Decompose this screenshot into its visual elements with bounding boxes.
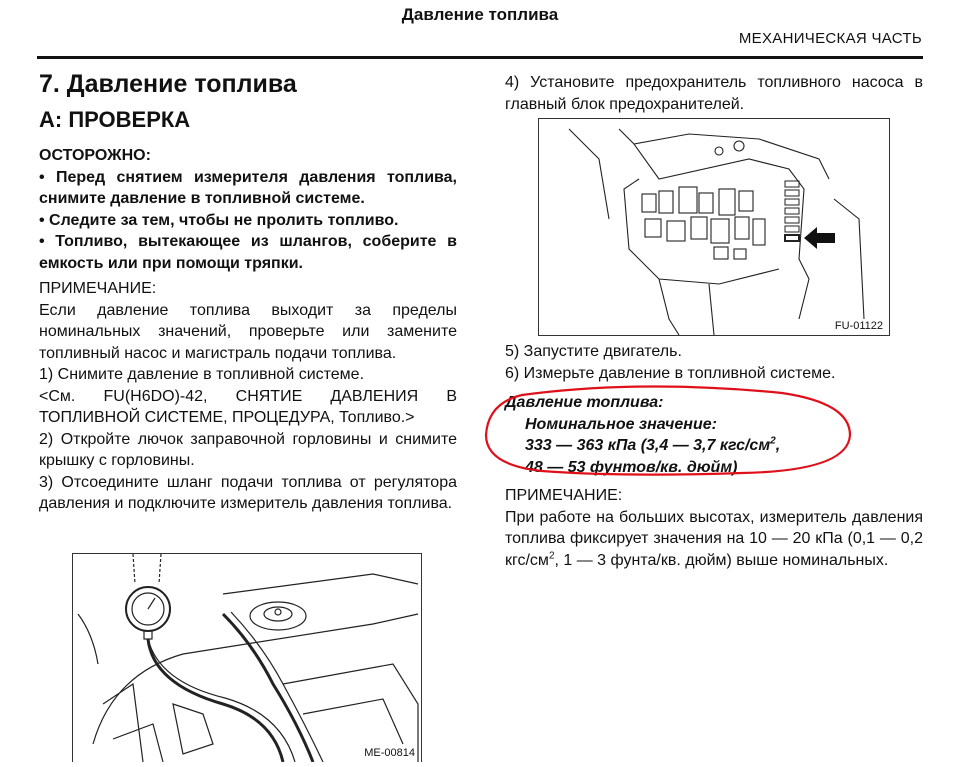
section-heading: 7. Давление топлива [39,70,297,98]
caution-item: • Перед снятием измерителя давления топлива, снимите давление в топливной системе. [39,168,457,207]
fuel-gauge-figure [72,553,422,762]
fuse-box-figure [538,118,890,336]
spec-subtitle: Номинальное значение: [525,415,717,433]
spec-value-text: 333 — 363 кПа (3,4 — 3,7 кгс/см [525,437,771,454]
step-6: 6) Измерьте давление в топливной системе. [505,364,836,382]
caution-item: • Следите за тем, чтобы не пролить топливо. [39,211,399,229]
caution-heading: ОСТОРОЖНО: [39,147,151,164]
left-column [39,145,457,515]
step-3: 3) Отсоедините шланг подачи топлива от регулятора давления и подключите измеритель давления топлива. [39,473,457,512]
hand-drawn-highlight [482,385,854,479]
note-text-part: При работе на больших высотах, измеритель давления топлива фиксирует значения на 10 — 20 кПа (0,1 — 0,2 кгс/см [505,508,923,569]
fuse-box-illustration [539,119,889,335]
caution-item: • Топливо, вытекающее из шлангов, соберите в емкость или при помощи тряпки. [39,233,457,272]
step-5: 5) Запустите двигатель. [505,343,682,360]
note-heading: ПРИМЕЧАНИЕ: [505,487,623,504]
fuel-gauge-illustration [73,554,421,762]
spec-value-imperial: 48 — 53 фунтов/кв. дюйм) [525,458,738,476]
figure-code: ME-00814 [364,747,415,759]
figure-code: FU-01122 [834,320,883,332]
step-1: 1) Снимите давление в топливной системе. [39,366,365,383]
superscript: 2 [548,550,555,562]
spec-value-comma: , [775,437,781,454]
header-rule [37,56,923,59]
note-text-part: , 1 — 3 фунта/кв. дюйм) выше номинальных. [554,551,889,569]
superscript: 2 [770,435,776,447]
subsection-heading: A: ПРОВЕРКА [39,107,191,132]
step-2: 2) Откройте лючок заправочной горловины и снимите крышку с горловины. [39,430,457,469]
note-text [505,507,923,572]
note-heading: ПРИМЕЧАНИЕ: [39,280,157,297]
step-4: 4) Установите предохранитель топливного насоса в главный блок предохранителей. [505,74,923,113]
note-text: Если давление топлива выходит за пределы номинальных значений, проверьте или замените топливный насос и магистраль подачи топлива. [39,301,457,362]
page-header-title: Давление топлива [401,5,559,24]
cross-reference: <См. FU(H6DO)-42, СНЯТИЕ ДАВЛЕНИЯ В ТОПЛИВНОЙ СИСТЕМЕ, ПРОЦЕДУРА, Топливо.> [39,387,457,426]
section-label: МЕХАНИЧЕСКАЯ ЧАСТЬ [738,30,922,47]
spec-title: Давление топлива: [505,394,664,411]
arrow-icon [804,227,835,249]
